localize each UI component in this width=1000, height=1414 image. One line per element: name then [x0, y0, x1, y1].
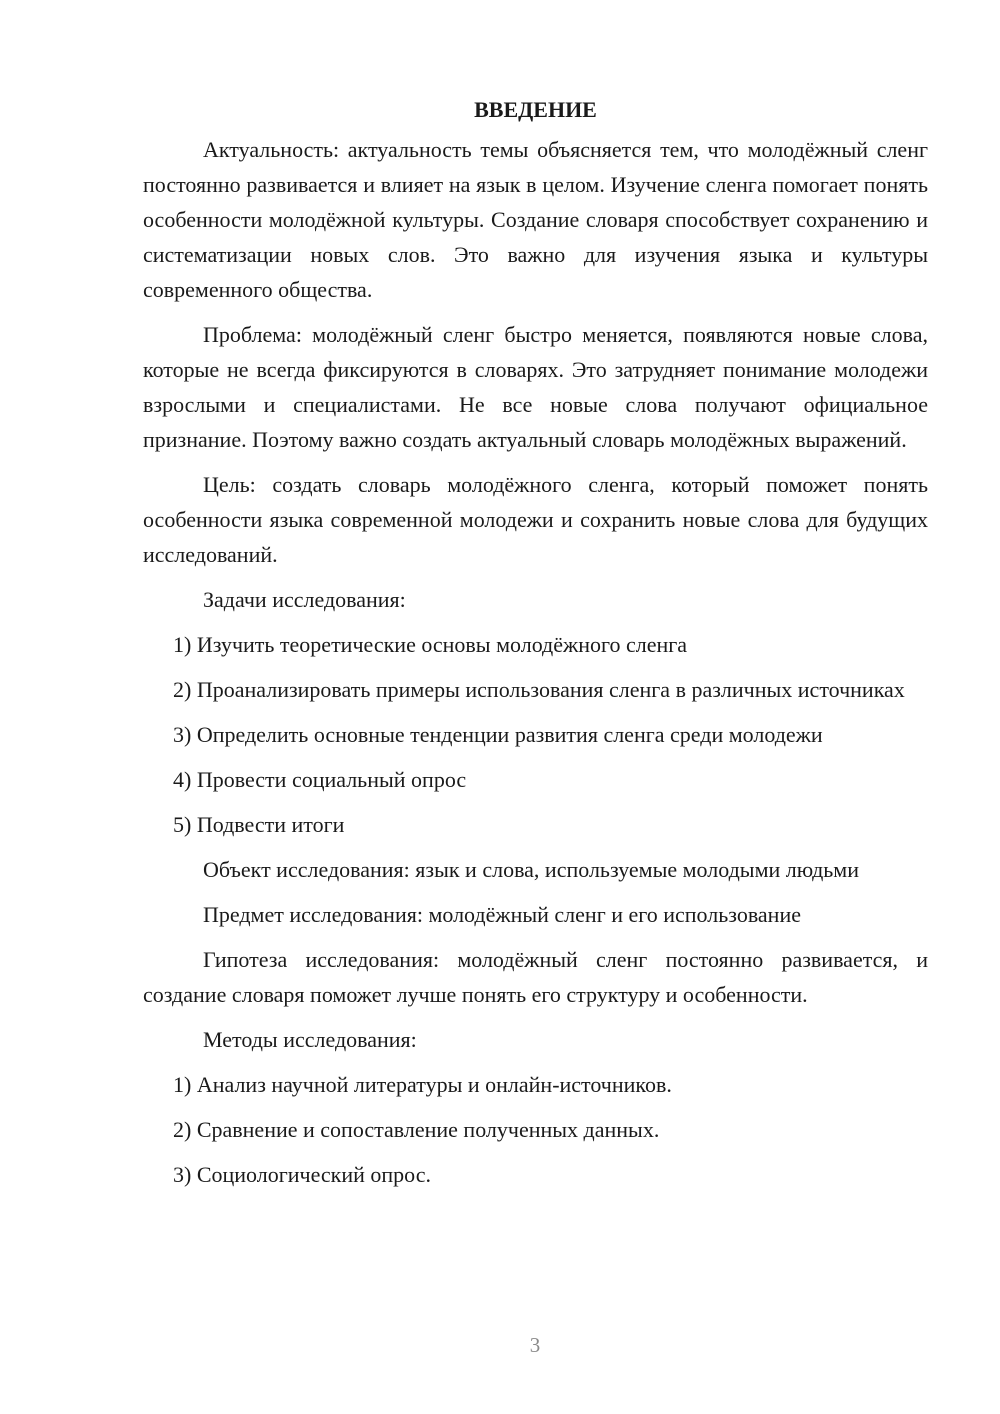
task-item: 1) Изучить теоретические основы молодёжного сленга — [173, 632, 688, 657]
goal-paragraph: Цель: создать словарь молодёжного сленга, который поможет понять особенности языка современной молодежи и сохранить новые слова для будущих исследований. — [143, 472, 928, 567]
methods-heading: Методы исследования: — [203, 1027, 417, 1052]
page-number: 3 — [529, 1333, 541, 1357]
page-title: ВВЕДЕНИЕ — [474, 97, 597, 122]
problem-paragraph: Проблема: молодёжный сленг быстро меняется, появляются новые слова, которые не всегда фиксируются в словарях. Это затрудняет понимание молодежи взрослыми и специалистами. Не все новые слова получают официальное признание. Поэтому важно создать актуальный словарь молодёжных выражений. — [143, 322, 928, 452]
task-item: 2) Проанализировать примеры использования сленга в различных источниках — [173, 677, 905, 702]
hypothesis-paragraph: Гипотеза исследования: молодёжный сленг постоянно развивается, и создание словаря поможет лучше понять его структуру и особенности. — [143, 947, 928, 1007]
task-item: 3) Определить основные тенденции развития сленга среди молодежи — [173, 722, 823, 747]
task-item: 5) Подвести итоги — [173, 812, 345, 837]
tasks-heading: Задачи исследования: — [203, 587, 406, 612]
object-paragraph: Объект исследования: язык и слова, используемые молодыми людьми — [203, 857, 860, 882]
relevance-paragraph: Актуальность: актуальность темы объясняется тем, что молодёжный сленг постоянно развивается и влияет на язык в целом. Изучение сленга помогает понять особенности молодёжной культуры. Создание словаря способствует сохранению и систематизации новых слов. Это важно для изучения языка и культуры современного общества. — [143, 137, 928, 302]
method-item: 3) Социологический опрос. — [173, 1162, 431, 1187]
method-item: 1) Анализ научной литературы и онлайн-источников. — [173, 1072, 672, 1097]
document-body — [143, 92, 928, 1202]
task-item: 4) Провести социальный опрос — [173, 767, 467, 792]
method-item: 2) Сравнение и сопоставление полученных данных. — [173, 1117, 660, 1142]
subject-paragraph: Предмет исследования: молодёжный сленг и его использование — [203, 902, 801, 927]
